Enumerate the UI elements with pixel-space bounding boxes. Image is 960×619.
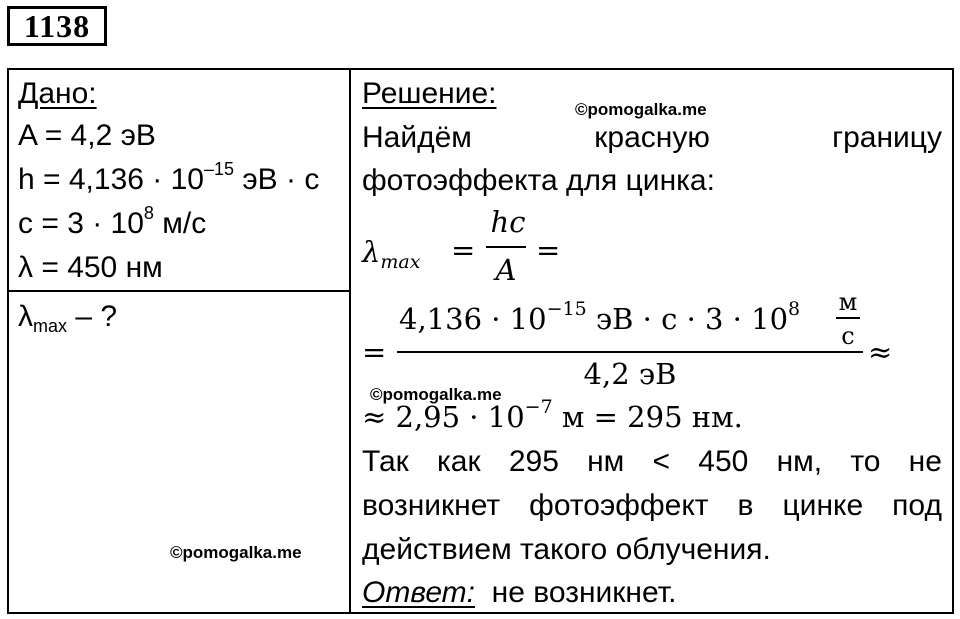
watermark-middle: ©pomogalka.me bbox=[370, 385, 502, 404]
calc-unit-numerator: м bbox=[838, 288, 858, 316]
conclusion-word: то bbox=[850, 445, 881, 478]
calc-num-exp2: 8 bbox=[788, 298, 801, 320]
table-border-right bbox=[952, 68, 954, 614]
calc-lead-eq: = bbox=[362, 335, 387, 369]
intro-word: красную bbox=[594, 121, 710, 154]
conclusion-word: возникнет bbox=[362, 489, 501, 522]
calc-num-mid: эВ · с · 3 · 10 bbox=[586, 302, 789, 336]
conclusion-word: цинке bbox=[782, 489, 864, 522]
answer-label: Ответ: bbox=[362, 576, 475, 609]
conclusion-word: 450 bbox=[698, 445, 749, 478]
formula-numerator: hc bbox=[490, 205, 526, 239]
calc-fraction-bar bbox=[397, 351, 863, 353]
table-border-left bbox=[7, 68, 9, 614]
conclusion-word: фотоэффект bbox=[529, 489, 709, 522]
conclusion-word: в bbox=[737, 489, 754, 522]
formula-fraction-bar bbox=[486, 246, 526, 248]
conclusion-line-2 bbox=[362, 489, 942, 523]
result-line bbox=[362, 396, 743, 434]
result-exp: −7 bbox=[524, 396, 553, 418]
conclusion-word: как bbox=[437, 445, 481, 478]
formula-lhs bbox=[362, 235, 421, 273]
formula-eq: = bbox=[451, 233, 476, 267]
find-subscript: max bbox=[33, 316, 68, 336]
given-line-planck-pre: h = 4,136 · 10 bbox=[18, 163, 204, 196]
given-line-c-pre: с = 3 · 10 bbox=[18, 207, 144, 240]
table-border-bottom bbox=[7, 612, 954, 614]
intro-line-2: фотоэффекта для цинка: bbox=[362, 164, 715, 197]
given-line-c-exp: 8 bbox=[143, 203, 154, 223]
answer-text: не возникнет. bbox=[491, 576, 677, 609]
column-divider bbox=[349, 68, 351, 614]
calc-denominator: 4,2 эВ bbox=[583, 357, 677, 391]
result-pre: ≈ 2,95 · 10 bbox=[362, 400, 525, 434]
given-line-work-function: A = 4,2 эВ bbox=[18, 119, 156, 152]
given-line-speed-of-light bbox=[18, 203, 207, 241]
formula-denominator: A bbox=[495, 253, 517, 287]
answer-gap bbox=[475, 576, 492, 609]
find-line bbox=[18, 300, 117, 334]
conclusion-word: Так bbox=[362, 445, 409, 478]
solution-heading: Решение: bbox=[362, 77, 497, 110]
conclusion-word: нм, bbox=[776, 445, 823, 478]
intro-word: границу bbox=[832, 121, 942, 154]
given-line-wavelength: λ = 450 нм bbox=[18, 251, 163, 284]
conclusion-word: нм bbox=[587, 445, 625, 478]
conclusion-word: не bbox=[908, 445, 942, 478]
formula-trail-eq: = bbox=[536, 233, 561, 267]
calc-num-pre: 4,136 · 10 bbox=[399, 302, 547, 336]
conclusion-word: под bbox=[892, 489, 942, 522]
watermark-bottom: ©pomogalka.me bbox=[170, 543, 302, 562]
given-line-planck-post: эВ · с bbox=[234, 163, 320, 196]
given-line-c-post: м/с bbox=[153, 207, 207, 240]
find-question: – ? bbox=[67, 300, 118, 333]
given-line-planck bbox=[18, 159, 320, 197]
calc-numerator bbox=[399, 298, 801, 336]
find-symbol: λ bbox=[18, 300, 33, 333]
calc-approx: ≈ bbox=[868, 335, 893, 369]
conclusion-word: 295 bbox=[508, 445, 559, 478]
result-post: м = 295 нм. bbox=[552, 400, 743, 434]
given-line-planck-exp: –15 bbox=[203, 159, 235, 179]
formula-lambda: λ bbox=[362, 235, 381, 269]
table-border-top bbox=[7, 68, 954, 70]
given-heading: Дано: bbox=[18, 77, 97, 110]
conclusion-word: < bbox=[652, 445, 671, 478]
formula-lambda-sub: max bbox=[380, 251, 421, 273]
answer-line bbox=[362, 576, 676, 610]
calc-num-exp1: −15 bbox=[546, 298, 587, 320]
conclusion-line-1 bbox=[362, 445, 942, 479]
calc-unit-denominator: с bbox=[841, 322, 855, 350]
watermark-top: ©pomogalka.me bbox=[575, 100, 707, 119]
conclusion-line-3: действием такого облучения. bbox=[362, 533, 771, 566]
problem-number: 1138 bbox=[7, 6, 107, 46]
intro-word: Найдём bbox=[362, 121, 472, 154]
given-find-divider bbox=[7, 290, 351, 292]
intro-line-1 bbox=[362, 121, 942, 155]
